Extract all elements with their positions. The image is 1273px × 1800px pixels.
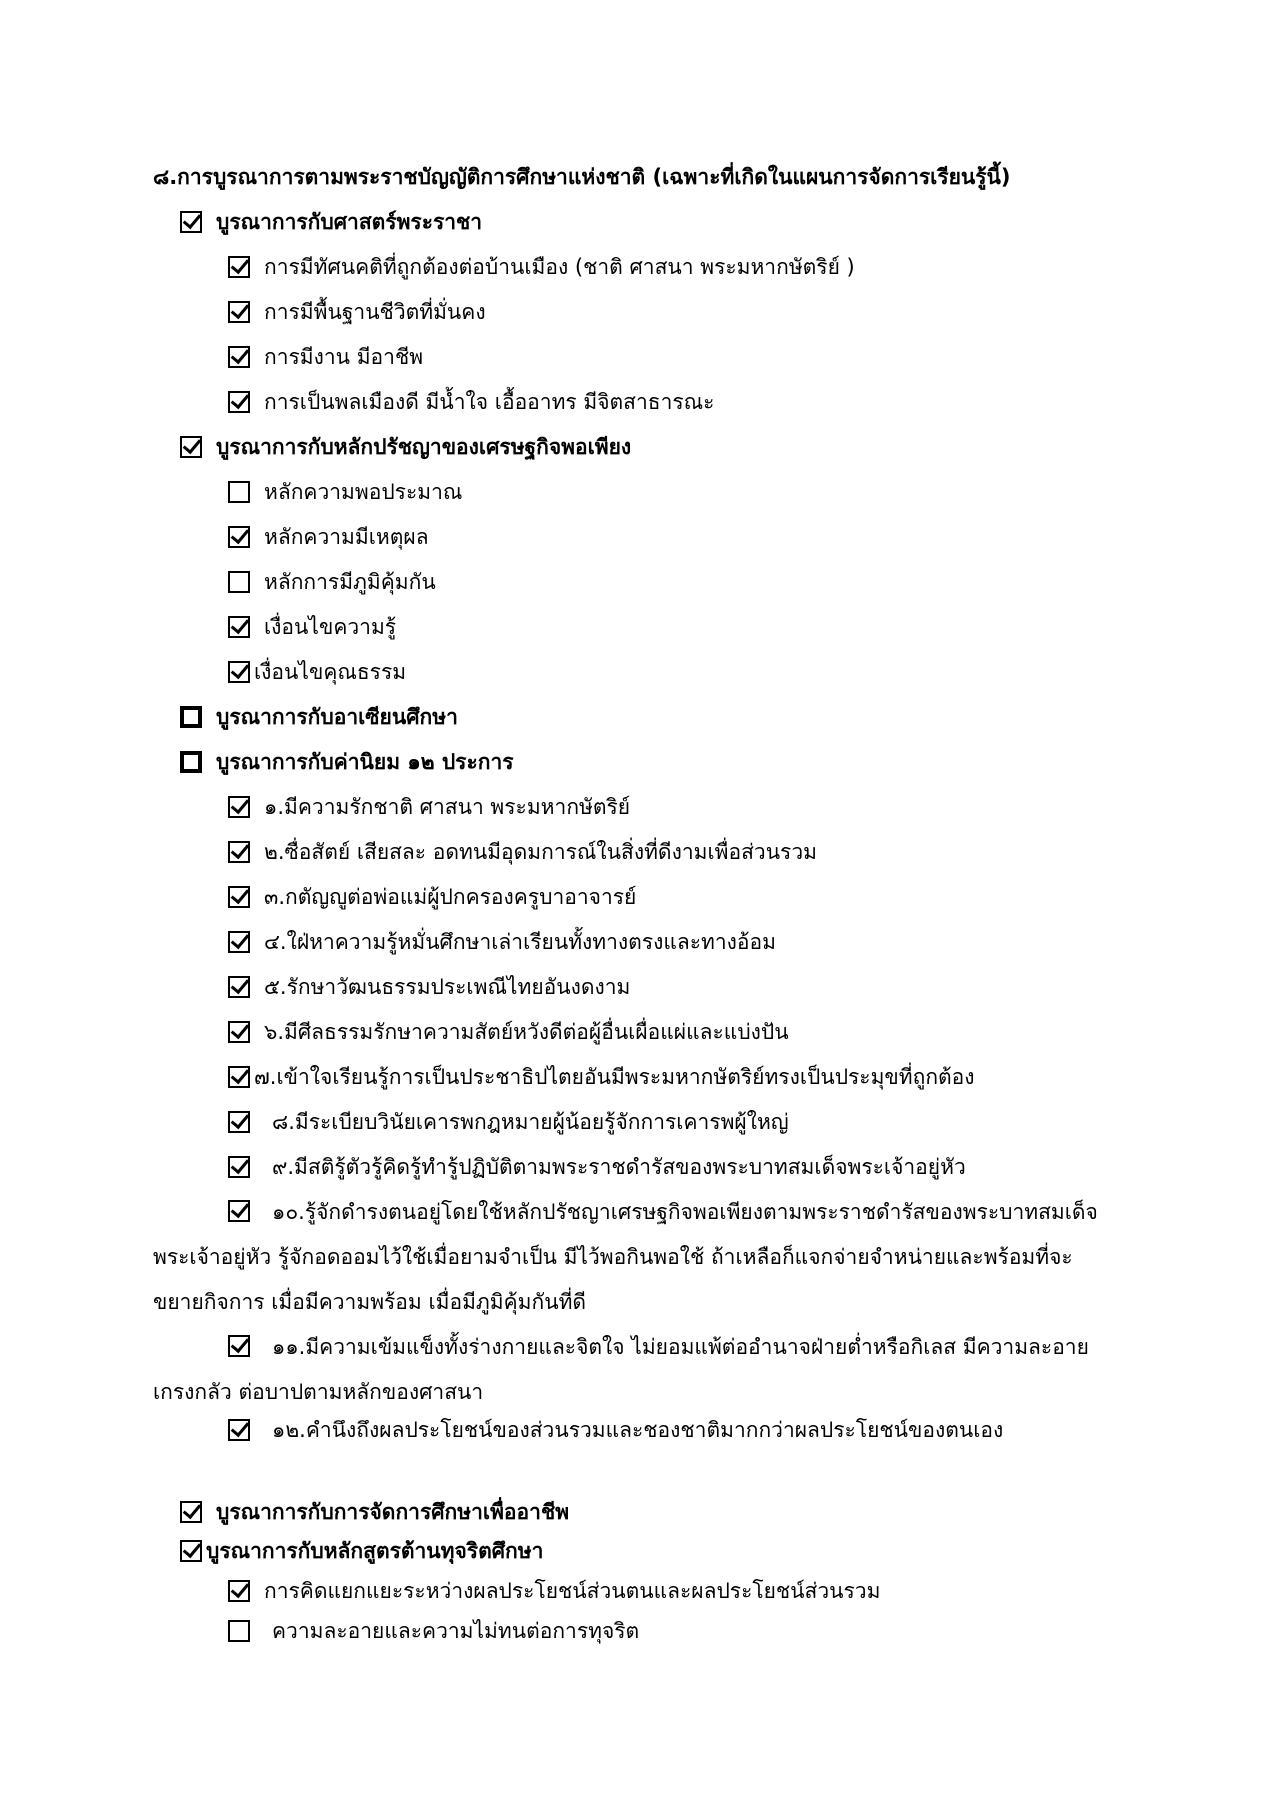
item-label: การคิดแยกแยะระหว่างผลประโยชน์ส่วนตนและผลประโยชน์ส่วนรวม: [264, 1579, 881, 1603]
checkbox-checked-icon[interactable]: [228, 1111, 250, 1133]
list-item-wrapped[interactable]: [153, 1190, 1113, 1325]
item-label: การมีงาน มีอาชีพ: [264, 345, 424, 369]
list-item[interactable]: [228, 792, 630, 822]
item-label: เงื่อนไขความรู้: [264, 615, 397, 639]
item-label: ๓.กตัญญูต่อพ่อแม่ผู้ปกครองครูบาอาจารย์: [264, 885, 637, 909]
item-label: การเป็นพลเมืองดี มีน้ำใจ เอื้ออาทร มีจิตสาธารณะ: [264, 390, 715, 414]
item-label: หลักความพอประมาณ: [264, 480, 463, 504]
item-label: ๖.มีศีลธรรมรักษาความสัตย์หวังดีต่อผู้อื่นเผื่อแผ่และแบ่งปัน: [264, 1020, 789, 1044]
checkbox-checked-icon[interactable]: [228, 616, 250, 638]
list-item[interactable]: [228, 1017, 789, 1047]
item-label: ๑๑.มีความเข้มแข็งทั้งร่างกายและจิตใจ ไม่ยอมแพ้ต่ออำนาจฝ่ายต่ำหรือกิเลส มีความละอายเกรงกลัว ต่อบาปตามหลักของศาสนา: [153, 1335, 1089, 1404]
section-12-values[interactable]: [180, 747, 514, 777]
checkbox-unchecked-icon[interactable]: [228, 481, 250, 503]
checkbox-unchecked-icon[interactable]: [180, 751, 202, 773]
item-label: ๙.มีสติรู้ตัวรู้คิดรู้ทำรู้ปฏิบัติตามพระราชดำรัสของพระบาทสมเด็จพระเจ้าอยู่หัว: [272, 1155, 966, 1179]
checkbox-checked-icon[interactable]: [228, 1200, 250, 1222]
item-label: การมีพื้นฐานชีวิตที่มั่นคง: [264, 300, 486, 324]
section-asean-studies[interactable]: [180, 702, 458, 732]
section-label: บูรณาการกับหลักปรัชญาของเศรษฐกิจพอเพียง: [216, 435, 632, 459]
list-item[interactable]: [228, 1152, 966, 1182]
list-item[interactable]: [228, 972, 630, 1002]
section-label: บูรณาการกับค่านิยม ๑๒ ประการ: [216, 750, 514, 774]
list-item[interactable]: [228, 252, 855, 282]
checkbox-checked-icon[interactable]: [228, 256, 250, 278]
section-label: บูรณาการกับศาสตร์พระราชา: [216, 210, 483, 234]
list-item[interactable]: [228, 657, 406, 687]
list-item[interactable]: [228, 927, 776, 957]
item-label: ๑.มีความรักชาติ ศาสนา พระมหากษัตริย์: [264, 795, 631, 819]
section-royal-science[interactable]: [180, 207, 482, 237]
checkbox-checked-icon[interactable]: [228, 346, 250, 368]
section-label: บูรณาการกับหลักสูตรต้านทุจริตศึกษา: [206, 1539, 544, 1563]
list-item[interactable]: [228, 1616, 639, 1646]
section-label: บูรณาการกับอาเซียนศึกษา: [216, 705, 458, 729]
list-item-wrapped[interactable]: [153, 1325, 1113, 1415]
item-label: ๘.มีระเบียบวินัยเคารพกฎหมายผู้น้อยรู้จักการเคารพผู้ใหญ่: [272, 1110, 789, 1134]
item-label: หลักความมีเหตุผล: [264, 525, 429, 549]
list-item[interactable]: [228, 342, 423, 372]
checkbox-checked-icon[interactable]: [228, 1021, 250, 1043]
checkbox-checked-icon[interactable]: [180, 211, 202, 233]
checkbox-checked-icon[interactable]: [228, 1419, 250, 1441]
section-label: บูรณาการกับการจัดการศึกษาเพื่ออาชีพ: [216, 1500, 570, 1524]
item-label: การมีทัศนคติที่ถูกต้องต่อบ้านเมือง (ชาติ ศาสนา พระมหากษัตริย์ ): [264, 255, 855, 279]
section-career-education[interactable]: [180, 1497, 569, 1527]
checkbox-unchecked-icon[interactable]: [228, 571, 250, 593]
item-label: ๒.ซื่อสัตย์ เสียสละ อดทนมีอุดมการณ์ในสิ่งที่ดีงามเพื่อส่วนรวม: [264, 840, 817, 864]
item-label: ๔.ใฝ่หาความรู้หมั่นศึกษาเล่าเรียนทั้งทางตรงและทางอ้อม: [264, 930, 776, 954]
checkbox-checked-icon[interactable]: [228, 1156, 250, 1178]
checkbox-checked-icon[interactable]: [228, 391, 250, 413]
checkbox-checked-icon[interactable]: [228, 1335, 250, 1357]
checkbox-checked-icon[interactable]: [228, 1580, 250, 1602]
list-item[interactable]: [228, 1062, 975, 1092]
checkbox-unchecked-icon[interactable]: [180, 706, 202, 728]
checkbox-checked-icon[interactable]: [228, 841, 250, 863]
item-label: ความละอายและความไม่ทนต่อการทุจริต: [272, 1619, 640, 1643]
checkbox-checked-icon[interactable]: [180, 436, 202, 458]
checkbox-checked-icon[interactable]: [228, 976, 250, 998]
section-anti-corruption[interactable]: [180, 1536, 543, 1566]
checkbox-checked-icon[interactable]: [228, 301, 250, 323]
item-label: เงื่อนไขคุณธรรม: [254, 660, 407, 684]
checkbox-checked-icon[interactable]: [228, 931, 250, 953]
list-item[interactable]: [228, 1576, 880, 1606]
list-item[interactable]: [228, 837, 817, 867]
item-label: ๕.รักษาวัฒนธรรมประเพณีไทยอันงดงาม: [264, 975, 631, 999]
checkbox-checked-icon[interactable]: [228, 796, 250, 818]
list-item[interactable]: [228, 387, 714, 417]
item-label: หลักการมีภูมิคุ้มกัน: [264, 570, 436, 594]
item-label: ๑๐.รู้จักดำรงตนอยู่โดยใช้หลักปรัชญาเศรษฐกิจพอเพียงตามพระราชดำรัสของพระบาทสมเด็จพระเจ้าอยู่หัว รู้จักอดออมไว้ใช้เมื่อยามจำเป็น มีไว้พอกินพอใช้ ถ้าเหลือก็แจกจ่ายจำหน่ายและพร้อมที่จะขยายกิจการ เมื่อมีความพร้อม เมื่อมีภูมิคุ้มกันที่ดี: [153, 1200, 1098, 1314]
checkbox-checked-icon[interactable]: [180, 1540, 202, 1562]
list-item[interactable]: [228, 882, 636, 912]
list-item[interactable]: [228, 567, 436, 597]
section-title: ๘.การบูรณาการตามพระราชบัญญัติการศึกษาแห่งชาติ (เฉพาะที่เกิดในแผนการจัดการเรียนรู้นี้): [153, 165, 1011, 189]
checkbox-checked-icon[interactable]: [228, 886, 250, 908]
list-item[interactable]: [228, 477, 462, 507]
section-sufficiency-economy[interactable]: [180, 432, 631, 462]
checkbox-checked-icon[interactable]: [228, 1066, 250, 1088]
item-label: ๑๒.คำนึงถึงผลประโยชน์ของส่วนรวมและชองชาติมากกว่าผลประโยชน์ของตนเอง: [272, 1418, 1004, 1442]
checkbox-checked-icon[interactable]: [228, 526, 250, 548]
checkbox-checked-icon[interactable]: [180, 1501, 202, 1523]
list-item[interactable]: [228, 297, 486, 327]
list-item[interactable]: [228, 1415, 1003, 1445]
list-item[interactable]: [228, 522, 429, 552]
checkbox-checked-icon[interactable]: [228, 661, 250, 683]
item-label: ๗.เข้าใจเรียนรู้การเป็นประชาธิปไตยอันมีพระมหากษัตริย์ทรงเป็นประมุขที่ถูกต้อง: [254, 1065, 975, 1089]
list-item[interactable]: [228, 1107, 789, 1137]
list-item[interactable]: [228, 612, 396, 642]
checkbox-unchecked-icon[interactable]: [228, 1620, 250, 1642]
